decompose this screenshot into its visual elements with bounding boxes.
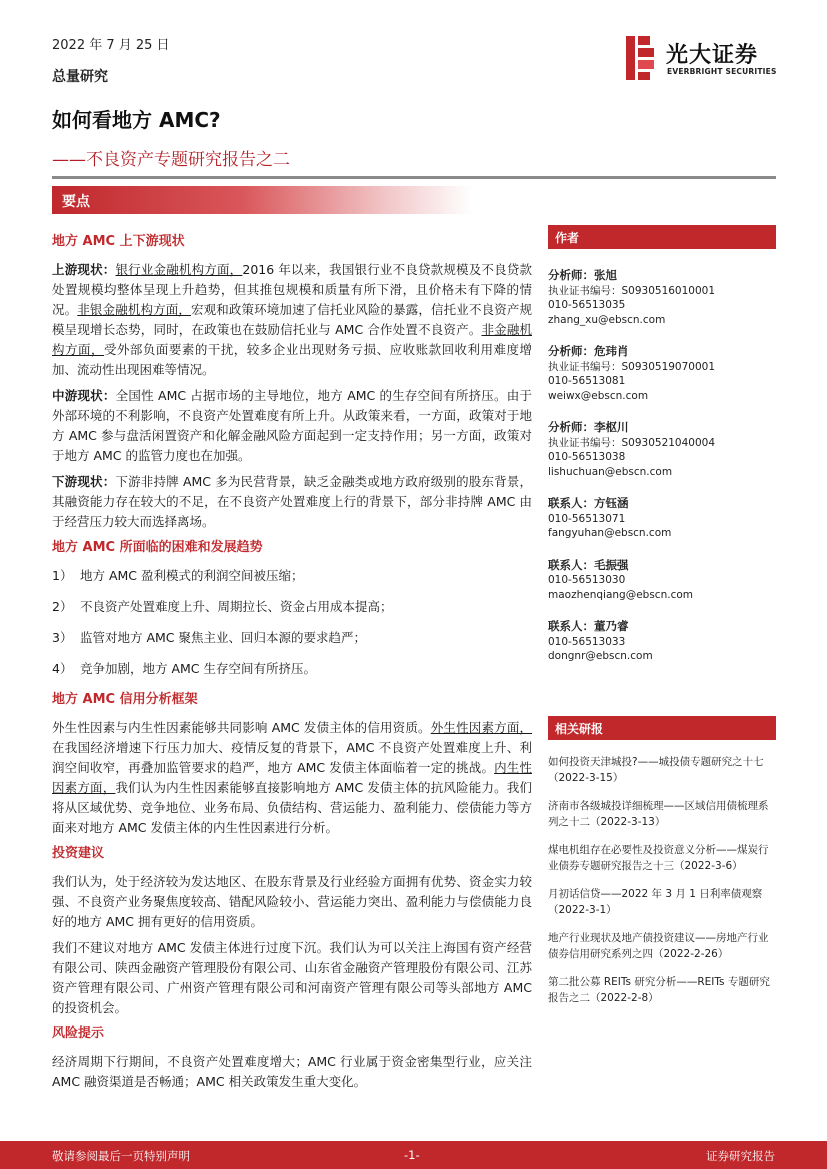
section-heading-credit-framework: 地方 AMC 信用分析框架 xyxy=(52,692,198,707)
authors-header xyxy=(548,225,776,249)
related-reports-header xyxy=(548,716,776,740)
list-text: 地方 AMC 盈利模式的利润空间被压缩； xyxy=(80,568,304,583)
footer-report-type: 证券研究报告 xyxy=(706,1149,775,1163)
contact-name: 联系人：方钰涵 xyxy=(548,496,629,510)
investment-paragraph-2: 我们不建议对地方 AMC 发债主体进行过度下沉。我们认为可以关注上海国有资产经营有限公司、陕西金融资产管理股份有限公司、山东省金融资产管理股份有限公司、江苏资产管理有限公司、广州资产管理有限公司和河南资产管理有限公司等头部地方 AMC 的投资机会。 xyxy=(52,940,532,1015)
analyst-phone: 010-56513081 xyxy=(548,375,626,387)
page-number: -1- xyxy=(404,1148,420,1162)
contact-card xyxy=(548,619,776,664)
section-heading-upstream: 地方 AMC 上下游现状 xyxy=(52,234,185,249)
related-report-link[interactable]: 第二批公募 REITs 研究分析——REITs 专题研究报告之二（2022-2-8） xyxy=(548,976,770,1004)
contact-email[interactable]: fangyuhan@ebscn.com xyxy=(548,527,672,539)
upstream-underline-3: 非金融机构方面， xyxy=(52,322,532,357)
upstream-text-2: 宏观和政策环境加速了信托业风险的暴露，信托业不良资产规模呈现增长态势，同时，在政策也在鼓励信托业与 AMC 合作处置不良资产。 xyxy=(52,302,532,337)
list-number: 2） xyxy=(52,599,73,614)
section-heading-difficulties: 地方 AMC 所面临的困难和发展趋势 xyxy=(52,540,263,555)
list-item xyxy=(52,659,532,679)
keypoints-banner xyxy=(52,186,472,214)
list-text: 监管对地方 AMC 聚焦主业、回归本源的要求趋严； xyxy=(80,630,367,645)
analyst-card xyxy=(548,268,776,327)
related-reports-list xyxy=(548,755,776,1019)
midstream-text: 全国性 AMC 占据市场的主导地位，地方 AMC 的生存空间有所挤压。由于外部环境的不利影响，不良资产处置难度有所上升。从政策来看，一方面，政策对于地方 AMC 参与盘活闲置资产和化解金融风险方面起到一定支持作用；另一方面，政策对于地方 AMC 的监管力度也在加强。 xyxy=(52,388,532,463)
contact-phone: 010-56513071 xyxy=(548,512,626,525)
upstream-underline-2: 非银金融机构方面， xyxy=(77,302,191,317)
analyst-email[interactable]: weiwx@ebscn.com xyxy=(548,389,649,402)
page-subtitle: ——不良资产专题研究报告之二 xyxy=(52,150,290,170)
logo-mark-icon xyxy=(626,36,656,80)
analyst-card xyxy=(548,344,776,403)
credit-text-3: 我们认为内生性因素能够直接影响地方 AMC 发债主体的抗风险能力。我们将从区域优势、竞争地位、业务布局、负债结构、营运能力、盈利能力、偿债能力等方面来对地方 AMC 发债主体的内生性因素进行分析。 xyxy=(52,780,532,835)
investment-paragraph-1: 我们认为，处于经济较为发达地区、在股东背景及行业经验方面拥有优势、资金实力较强、不良资产业务聚焦度较高、错配风险较小、营运能力突出、盈利能力与偿债能力良好的地方 AMC 拥有更好的信用资质。 xyxy=(52,874,532,929)
analyst-email[interactable]: lishuchuan@ebscn.com xyxy=(548,465,673,478)
contact-email[interactable]: dongnr@ebscn.com xyxy=(548,650,653,662)
analyst-cert: 执业证书编号：S0930519070001 xyxy=(548,360,716,373)
list-number: 4） xyxy=(52,661,73,676)
upstream-underline-1: 银行业金融机构方面， xyxy=(115,262,243,277)
contact-phone: 010-56513030 xyxy=(548,574,626,586)
list-item xyxy=(52,597,532,617)
downstream-paragraph xyxy=(52,472,532,532)
downstream-text: 下游非持牌 AMC 多为民营背景，缺乏金融类或地方政府级别的股东背景，其融资能力存在较大的不足，在不良资产处置难度上行的背景下，部分非持牌 AMC 由于经营压力较大而选择离场。 xyxy=(52,474,532,529)
authors-label: 作者 xyxy=(555,231,580,245)
section-heading-investment: 投资建议 xyxy=(52,846,105,861)
list-item xyxy=(52,566,532,586)
main-content xyxy=(52,232,532,1098)
keypoints-label: 要点 xyxy=(62,194,90,210)
risk-paragraph: 经济周期下行期间，不良资产处置难度增大；AMC 行业属于资金密集型行业，应关注 AMC 融资渠道是否畅通；AMC 相关政策发生重大变化。 xyxy=(52,1054,532,1089)
midstream-paragraph xyxy=(52,386,532,466)
upstream-text-1: 2016 年以来，我国银行业不良贷款规模及不良贷款处置规模均整体呈现上升趋势，但其推包规模和质量有所下滑，且价格未有下降的情况。 xyxy=(52,262,532,317)
list-text: 不良资产处置难度上升、周期拉长、资金占用成本提高； xyxy=(80,599,393,614)
analyst-cert: 执业证书编号：S0930516010001 xyxy=(548,284,716,297)
footer-disclaimer: 敬请参阅最后一页特别声明 xyxy=(52,1149,190,1163)
analyst-cert: 执业证书编号：S0930521040004 xyxy=(548,436,716,449)
analyst-phone: 010-56513035 xyxy=(548,299,626,311)
related-report-link[interactable]: 月初话信贷——2022 年 3 月 1 日利率债观察（2022-3-1） xyxy=(548,888,763,916)
report-date: 2022 年 7 月 25 日 xyxy=(52,38,170,53)
upstream-lead: 上游现状： xyxy=(52,262,116,277)
upstream-paragraph xyxy=(52,260,532,380)
midstream-lead: 中游现状： xyxy=(52,388,116,403)
related-report-link[interactable]: 如何投资天津城投?——城投债专题研究之十七（2022-3-15） xyxy=(548,756,764,784)
credit-underline-2: 内生性因素方面， xyxy=(52,760,532,795)
analyst-list xyxy=(548,268,776,681)
section-heading-risk: 风险提示 xyxy=(52,1026,105,1041)
list-number: 1） xyxy=(52,568,73,583)
credit-underline-1: 外生性因素方面， xyxy=(430,720,532,735)
analyst-name: 分析师：张旭 xyxy=(548,268,617,282)
contact-phone: 010-56513033 xyxy=(548,635,626,648)
credit-text-1: 外生性因素与内生性因素能够共同影响 AMC 发债主体的信用资质。 xyxy=(52,720,431,735)
contact-card xyxy=(548,558,776,603)
title-divider xyxy=(52,176,776,179)
analyst-phone: 010-56513038 xyxy=(548,451,626,463)
related-report-link[interactable]: 煤电机组存在必要性及投资意义分析——煤炭行业债券专题研究报告之十三（2022-3-6） xyxy=(548,844,769,872)
contact-name: 联系人：毛振强 xyxy=(548,557,629,572)
related-report-link[interactable]: 济南市各级城投详细梳理——区域信用债梳理系列之十二（2022-3-13） xyxy=(548,800,769,828)
analyst-card xyxy=(548,420,776,479)
logo-text-cn: 光大证券 xyxy=(666,43,759,68)
contact-email[interactable]: maozhenqiang@ebscn.com xyxy=(548,588,693,601)
contact-card xyxy=(548,496,776,541)
credit-text-2: 在我国经济增速下行压力加大、疫情反复的背景下，AMC 不良资产处置难度上升、利润空间收窄，再叠加监管要求的趋严，地方 AMC 发债主体面临着一定的挑战。 xyxy=(52,740,532,775)
analyst-name: 分析师：李枢川 xyxy=(548,420,629,434)
page-title: 如何看地方 AMC? xyxy=(52,108,221,132)
downstream-lead: 下游现状： xyxy=(52,474,116,489)
contact-name: 联系人：董乃睿 xyxy=(548,619,629,633)
related-reports-label: 相关研报 xyxy=(555,722,604,736)
upstream-text-3: 受外部负面要素的干扰，较多企业出现财务亏损、应收账款回收利用难度增加、流动性出现困难等情况。 xyxy=(52,342,532,377)
analyst-email[interactable]: zhang_xu@ebscn.com xyxy=(548,313,666,326)
credit-framework-paragraph xyxy=(52,718,532,838)
report-category: 总量研究 xyxy=(52,69,108,85)
analyst-name: 分析师：危玮肖 xyxy=(548,344,629,358)
related-report-link[interactable]: 地产行业现状及地产债投资建议——房地产行业债券信用研究系列之四（2022-2-26） xyxy=(548,932,769,960)
list-text: 竞争加剧，地方 AMC 生存空间有所挤压。 xyxy=(80,661,317,676)
list-number: 3） xyxy=(52,630,73,645)
page-footer xyxy=(0,1141,827,1169)
brand-logo xyxy=(626,36,776,80)
list-item xyxy=(52,628,532,648)
logo-text-en: EVERBRIGHT SECURITIES xyxy=(667,67,777,76)
